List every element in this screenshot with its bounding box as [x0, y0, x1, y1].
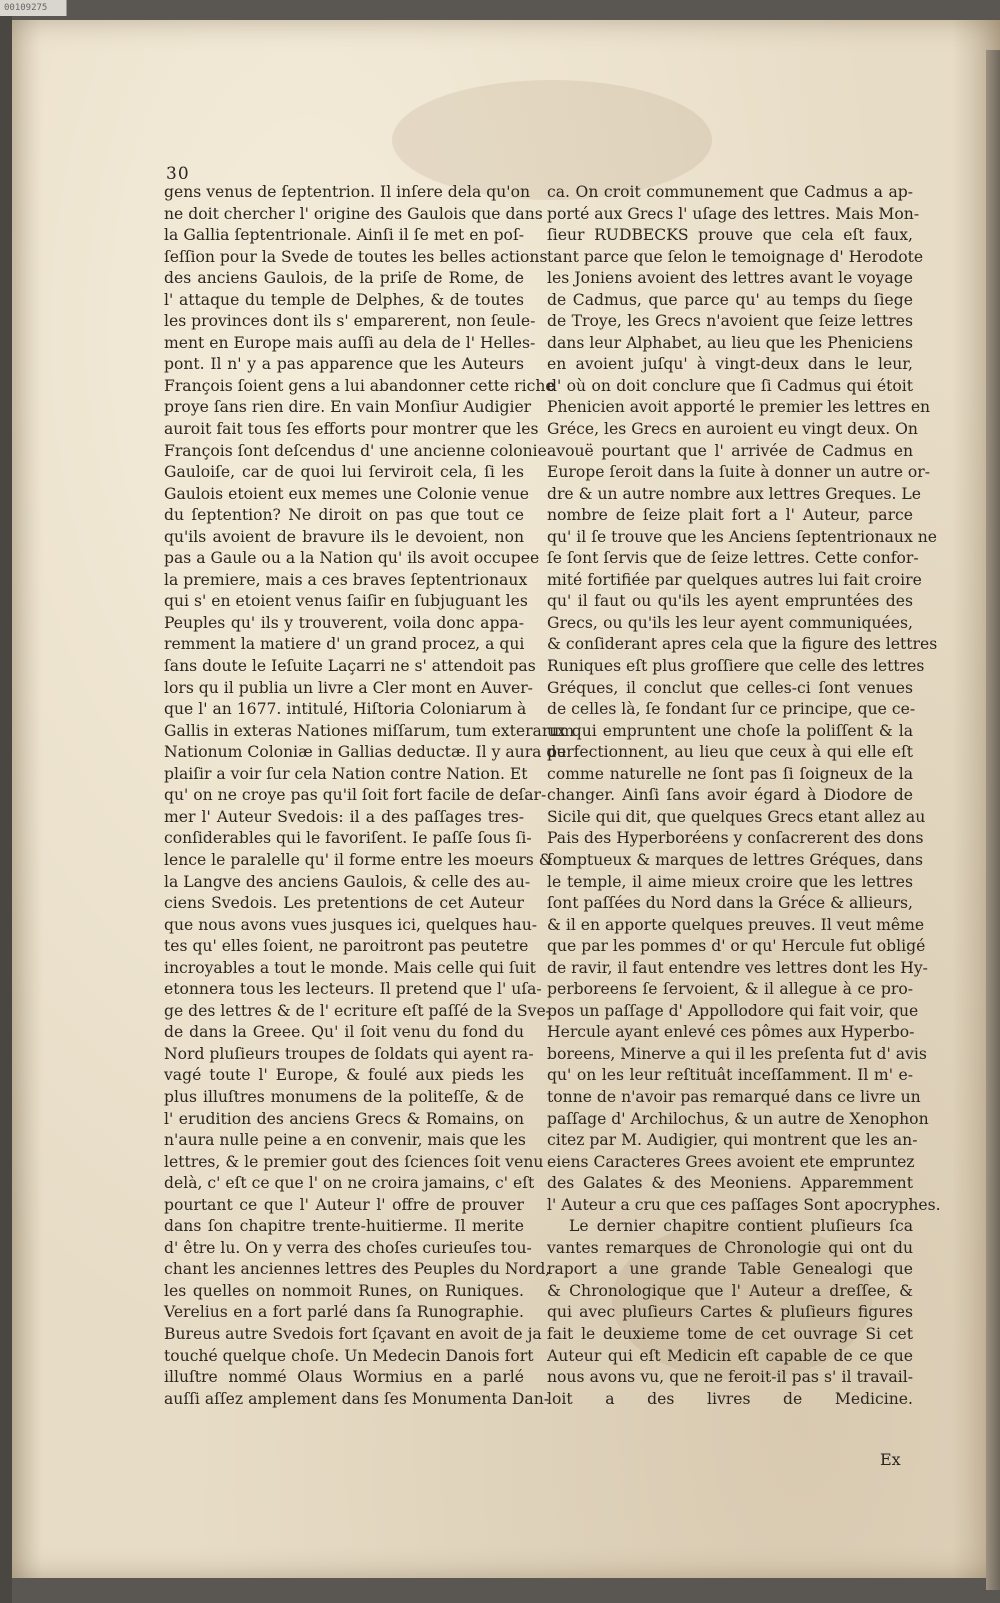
- text-line: comme naturelle ne ſont pas ſi ſoigneux de la: [547, 764, 913, 783]
- text-line: lettres, & le premier gout des ſciences ſoit venu: [164, 1152, 544, 1171]
- text-line: des anciens Gaulois, de la priſe de Rome, de: [164, 269, 524, 288]
- text-line: en avoient juſqu' à vingt-deux dans le leur,: [547, 355, 913, 374]
- text-line: ſieur RUDBECKS prouve que cela eſt faux,: [547, 226, 913, 245]
- text-line: Le dernier chapitre contient pluſieurs ſca: [569, 1217, 913, 1236]
- text-line: porté aux Grecs l' uſage des lettres. Mais Mon-: [547, 204, 920, 223]
- text-line: Nord pluſieurs troupes de ſoldats qui ayent ra-: [164, 1044, 534, 1063]
- text-line: plus illuſtres monumens de la politeſſe, & de: [164, 1087, 524, 1106]
- text-line: Gréce, les Grecs en auroient eu vingt deux. On: [547, 420, 918, 439]
- text-line: perboreens ſe ſervoient, & il allegue à ce pro-: [547, 980, 913, 999]
- text-line: Grecs, ou qu'ils les leur ayent communiquées,: [547, 613, 913, 632]
- text-line: qu' on ne croye pas qu'il ſoit fort facile de deſar-: [164, 786, 547, 805]
- catchword: Ex: [880, 1450, 901, 1469]
- text-line: raport a une grande Table Genealogi que: [547, 1260, 913, 1279]
- text-line: eiens Caracteres Grees avoient ete empruntez: [547, 1152, 915, 1171]
- text-line: fait le deuxieme tome de cet ouvrage Si cet: [547, 1324, 913, 1343]
- text-line: ge des lettres & de l' ecriture eſt paſſé de la Sve-: [164, 1001, 551, 1020]
- text-line: Pais des Hyperboréens y conſacrerent des dons: [547, 829, 924, 848]
- text-line: ſans doute le Ieſuite Laçarri ne s' attendoit pas: [164, 657, 536, 676]
- book-binding-edge: [0, 0, 12, 1603]
- text-line: paſſage d' Archilochus, & un autre de Xenophon: [547, 1109, 929, 1128]
- text-line: l' attaque du temple de Delphes, & de toutes: [164, 290, 524, 309]
- text-line: mer l' Auteur Svedois: il a des paſſages tres-: [164, 807, 524, 826]
- text-line: lence le paralelle qu' il forme entre les moeurs &: [164, 850, 553, 869]
- text-line: le temple, il aime mieux croire que les lettres: [547, 872, 913, 891]
- text-line: Gaulois etoient eux memes une Colonie venue: [164, 484, 530, 503]
- text-line: avouë pourtant que l' arrivée de Cadmus en: [547, 441, 913, 460]
- text-line: Auteur qui eſt Medicin eſt capable de ce que: [547, 1346, 913, 1365]
- text-line: ſomptueux & marques de lettres Gréques, dans: [547, 850, 924, 869]
- text-line: la premiere, mais a ces braves ſeptentrionaux: [164, 570, 528, 589]
- text-line: des Galates & des Meoniens. Apparemment: [547, 1174, 913, 1193]
- text-line: ciens Svedois. Les pretentions de cet Auteur: [164, 894, 524, 913]
- text-line: etonnera tous les lecteurs. Il pretend que l' uſa-: [164, 980, 542, 999]
- text-line: qu' il ſe trouve que les Anciens ſeptentrionaux ne: [547, 527, 937, 546]
- text-line: ment en Europe mais auſſi au dela de l' Helles-: [164, 333, 536, 352]
- text-line: plaiſir a voir ſur cela Nation contre Nation. Et: [164, 764, 528, 783]
- left-text-column: [164, 182, 575, 1410]
- text-line: François ſont deſcendus d' une ancienne colonie: [164, 441, 547, 460]
- text-line: Bureus autre Svedois fort ſçavant en avoit de ja: [164, 1324, 542, 1343]
- text-line: les provinces dont ils s' emparerent, non ſeule-: [164, 312, 536, 331]
- text-line: de ravir, il faut entendre ves lettres dont les Hy-: [547, 958, 928, 977]
- text-line: la Langve des anciens Gaulois, & celle des au-: [164, 872, 531, 891]
- text-line: & conſiderant apres cela que la figure des lettres: [547, 635, 938, 654]
- text-line: de Cadmus, que parce qu' au temps du ſiege: [547, 290, 913, 309]
- text-line: qu' il faut ou qu'ils les ayent empruntées des: [547, 592, 913, 611]
- text-line: l' Auteur a cru que ces paſſages Sont apocryphes.: [547, 1195, 941, 1214]
- text-line: dans leur Alphabet, au lieu que les Pheniciens: [547, 333, 913, 352]
- text-line: la Gallia ſeptentrionale. Ainſi il ſe met en poſ-: [164, 226, 524, 245]
- text-line: ſeſſion pour la Svede de toutes les belles actions: [164, 247, 548, 266]
- text-line: Gallis in exteras Nationes miſſarum, tum exterarum: [164, 721, 575, 740]
- text-line: d' être lu. On y verra des choſes curieuſes tou-: [164, 1238, 532, 1257]
- text-line: les quelles on nommoit Runes, on Runiques.: [164, 1281, 524, 1300]
- text-line: tonne de n'avoir pas remarqué dans ce livre un: [547, 1087, 921, 1106]
- right-text-column: [547, 182, 941, 1410]
- text-line: chant les anciennes lettres des Peuples du Nord,: [164, 1260, 551, 1279]
- text-line: l' erudition des anciens Grecs & Romains, on: [164, 1109, 524, 1128]
- text-line: Hercule ayant enlevé ces pômes aux Hyperbo-: [547, 1023, 915, 1042]
- text-line: Peuples qu' ils y trouverent, voila donc appa-: [164, 613, 524, 632]
- text-line: d' où on doit conclure que ſi Cadmus qui étoit: [547, 376, 913, 395]
- text-line: gens venus de ſeptentrion. Il inſere dela qu'on: [164, 183, 531, 201]
- text-line: dre & un autre nombre aux lettres Greques. Le: [547, 484, 921, 503]
- text-line: ſe ſont ſervis que de ſeize lettres. Cette confor-: [547, 549, 919, 568]
- text-line: Runiques eſt plus groſſiere que celle des lettres: [547, 657, 925, 676]
- text-line: que par les pommes d' or qu' Hercule fut obligé: [547, 937, 926, 956]
- text-line: citez par M. Audigier, qui montrent que les an-: [547, 1131, 918, 1150]
- text-line: de Troye, les Grecs n'avoient que ſeize lettres: [547, 312, 913, 331]
- text-line: que nous avons vues jusques ici, quelques hau-: [164, 915, 538, 934]
- text-line: auſſi aſſez amplement dans ſes Monumenta Dan-: [164, 1389, 550, 1408]
- text-line: illuſtre nommé Olaus Wormius en a parlé: [164, 1368, 524, 1387]
- page-number: 30: [166, 164, 190, 184]
- text-line: Sicile qui dit, que quelques Grecs etant allez au: [547, 807, 926, 826]
- text-line: delà, c' eſt ce que l' on ne croira jamains, c' eſt: [164, 1174, 535, 1193]
- text-line: changer. Ainſi ſans avoir égard à Diodore de: [547, 786, 913, 805]
- text-line: ca. On croit communement que Cadmus a ap-: [547, 183, 913, 201]
- text-line: nous avons vu, que ne feroit-il pas s' il travail-: [547, 1368, 913, 1387]
- text-line: du ſeptention? Ne diroit on pas que tout ce: [164, 506, 524, 525]
- text-line: de celles là, ſe fondant ſur ce principe, que ce-: [547, 700, 916, 719]
- text-line: pas a Gaule ou a la Nation qu' ils avoit occupee: [164, 549, 540, 568]
- text-line: pourtant ce que l' Auteur l' offre de prouver: [164, 1195, 524, 1214]
- text-line: ux qui empruntent une choſe la poliſſent & la: [547, 721, 913, 740]
- text-line: qu' on les leur reſtituât inceſſamment. Il m' e-: [547, 1066, 913, 1085]
- text-line: Europe ſeroit dans la ſuite à donner un autre or-: [547, 463, 931, 482]
- text-line: loit a des livres de Medicine.: [547, 1389, 913, 1408]
- text-line: dans ſon chapitre trente-huitierme. Il merite: [164, 1217, 524, 1236]
- text-line: boreens, Minerve a qui il les preſenta fut d' avis: [547, 1044, 927, 1063]
- text-line: tant parce que ſelon le temoignage d' Herodote: [547, 247, 924, 266]
- text-line: qui avec pluſieurs Cartes & pluſieurs figures: [547, 1303, 913, 1322]
- text-line: auroit fait tous ſes efforts pour montrer que les: [164, 420, 539, 439]
- text-line: lors qu il publia un livre a Cler mont en Auver-: [164, 678, 533, 697]
- text-line: qu'ils avoient de bravure ils le devoient, non: [164, 527, 524, 546]
- library-call-tab: 00109275: [0, 0, 67, 16]
- text-line: Gauloiſe, car de quoi lui ſerviroit cela, ſi les: [164, 463, 524, 482]
- text-line: & il en apporte quelques preuves. Il veut même: [547, 915, 925, 934]
- text-line: nombre de ſeize plait fort a l' Auteur, parce: [547, 506, 913, 525]
- text-line: remment la matiere d' un grand procez, a qui: [164, 635, 525, 654]
- text-line: Nationum Coloniæ in Gallias deductæ. Il y aura du: [164, 743, 567, 762]
- text-line: les Joniens avoient des lettres avant le voyage: [547, 269, 913, 288]
- text-line: & Chronologique que l' Auteur a dreſſee, &: [547, 1281, 913, 1300]
- text-line: Gréques, il conclut que celles-ci ſont venues: [547, 678, 913, 697]
- text-line: ſont paſſées du Nord dans la Gréce & allieurs,: [547, 894, 913, 913]
- text-line: ne doit chercher l' origine des Gaulois que dans: [164, 204, 543, 223]
- text-line: que l' an 1677. intitulé, Hiſtoria Coloniarum à: [164, 700, 527, 719]
- text-line: proye ſans rien dire. En vain Monſiur Audigier: [164, 398, 532, 417]
- text-line: pos un paſſage d' Appollodore qui fait voir, que: [547, 1001, 919, 1020]
- text-line: tes qu' elles ſoient, ne paroitront pas peutetre: [164, 937, 529, 956]
- text-line: vantes remarques de Chronologie qui ont du: [547, 1238, 913, 1257]
- text-line: de dans la Greee. Qu' il ſoit venu du fond du: [164, 1023, 524, 1042]
- text-line: perfectionnent, au lieu que ceux à qui elle eſt: [547, 743, 913, 762]
- page-edge-shadow: [986, 50, 1000, 1590]
- text-line: qui s' en etoient venus ſaiſir en ſubjuguant les: [164, 592, 528, 611]
- text-line: incroyables a tout le monde. Mais celle qui ſuit: [164, 958, 536, 977]
- text-line: n'aura nulle peine a en convenir, mais que les: [164, 1131, 526, 1150]
- text-line: conſiderables qui le favoriſent. Ie paſſe ſous ſi-: [164, 829, 532, 848]
- text-line: Phenicien avoit apporté le premier les lettres en: [547, 398, 931, 417]
- text-line: François ſoient gens a lui abandonner cette riche: [164, 376, 555, 395]
- text-line: pont. Il n' y a pas apparence que les Auteurs: [164, 355, 524, 374]
- text-line: mité fortifiée par quelques autres lui fait croire: [547, 570, 922, 589]
- text-line: touché quelque choſe. Un Medecin Danois fort: [164, 1346, 534, 1365]
- text-line: vagé toute l' Europe, & foulé aux pieds les: [164, 1066, 524, 1085]
- text-line: Verelius en a fort parlé dans ſa Runographie.: [164, 1303, 524, 1322]
